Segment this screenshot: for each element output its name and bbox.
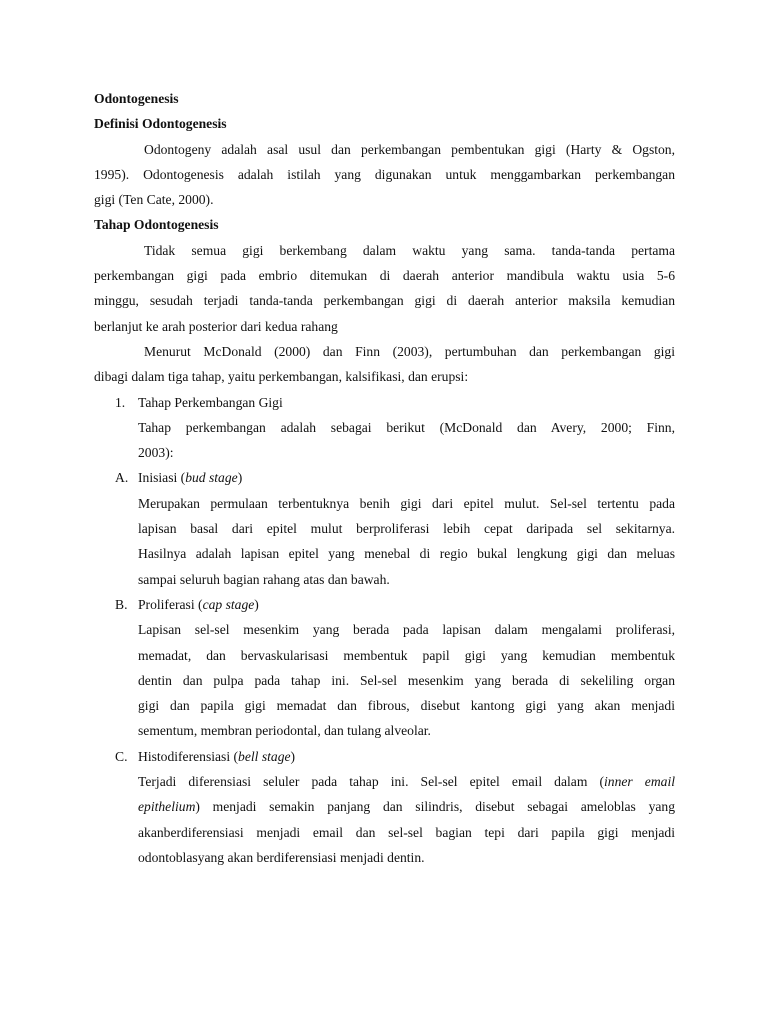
list-item-1: 1. Tahap Perkembangan Gigi Tahap perkembangan adalah sebagai berikut (McDonald dan Avery, 2000; Finn, 2003): <box>94 390 675 466</box>
heading-tahap: Tahap Odontogenesis <box>94 217 219 233</box>
list-label: C. <box>115 748 128 764</box>
list-item-title: Tahap Perkembangan Gigi <box>138 394 283 410</box>
list-label: B. <box>115 596 128 612</box>
list-item-a: A. Inisiasi (bud stage) Merupakan permulaan terbentuknya benih gigi dari epitel mulut. Sel-sel tertentu pada lapisan basal dari epitel mulut berproliferasi lebih cepat daripada sel sekitarnya. Hasilnya adalah lapisan epitel yang menebal di regio bukal lengkung gigi dan meluas sampai seluruh bagian rahang atas dan bawah. <box>94 465 675 591</box>
paragraph-menurut: Menurut McDonald (2000) dan Finn (2003), pertumbuhan dan perkembangan gigi dibagi dalam tiga tahap, yaitu perkembangan, kalsifikasi, dan erupsi: <box>94 343 675 385</box>
document-title: Odontogenesis <box>94 91 179 106</box>
paragraph-definisi: Odontogeny adalah asal usul dan perkembangan pembentukan gigi (Harty & Ogston, 1995). Odontogenesis adalah istilah yang digunakan untuk menggambarkan perkembangan gigi (Ten Cate, 2000). <box>94 141 675 208</box>
list-item-c: C. Histodiferensiasi (bell stage) Terjadi diferensiasi seluler pada tahap ini. Sel-sel epitel email dalam (inner email epithelium) menjadi semakin panjang dan silindris, disebut sebagai ameloblas yang akanberdiferensiasi menjadi email dan sel-sel bagian tepi dari papila gigi menjadi odontoblasyang akan berdiferensiasi menjadi dentin. <box>94 744 675 870</box>
list-number: 1. <box>115 394 126 410</box>
paragraph-tahap: Tidak semua gigi berkembang dalam waktu yang sama. tanda-tanda pertama perkembangan gigi pada embrio ditemukan di daerah anterior mandibula waktu usia 5-6 minggu, sesudah terjadi tanda-tanda perkembangan gigi di daerah anterior maksila kemudian berlanjut ke arah posterior dari kedua rahang <box>94 242 675 334</box>
list-label: A. <box>115 470 129 486</box>
list-item-b: B. Proliferasi (cap stage) Lapisan sel-sel mesenkim yang berada pada lapisan dalam mengalami proliferasi, memadat, dan bervaskularisasi membentuk papil gigi yang kemudian membentuk dentin dan pulpa pada tahap ini. Sel-sel mesenkim yang berada di sekeliling organ gigi dan papila gigi memadat dan fibrous, disebut kantong gigi yang akan menjadi sementum, membran periodontal, dan tulang alveolar. <box>94 592 675 744</box>
heading-definisi: Definisi Odontogenesis <box>94 116 227 132</box>
document-body <box>94 86 675 870</box>
